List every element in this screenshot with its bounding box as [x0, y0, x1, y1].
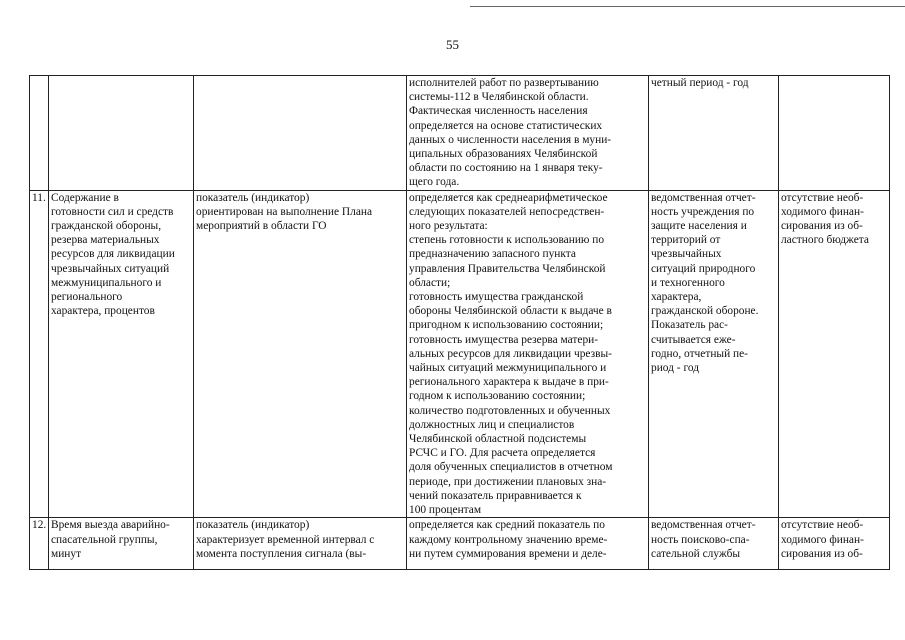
risk-cell — [779, 518, 890, 570]
calculation-method-text: определяется как средний показатель по каждому контрольному значению време- ни путем суммирования времени и деле- — [409, 519, 608, 560]
indicator-table — [29, 75, 890, 570]
indicator-type-cell — [194, 76, 407, 191]
table-row — [30, 518, 890, 570]
data-source-text: ведомственная отчет- ность учреждения по защите населения и территорий от чрезвычайных ситуаций природного и техногенного характера, гражданской обороне. Показатель рас- считывается еже- годно, отчетный пе- риод - год — [651, 191, 759, 375]
data-source-cell — [649, 76, 779, 191]
calculation-method-cell — [407, 518, 649, 570]
row-number: 12. — [30, 518, 49, 570]
indicator-type-text: показатель (индикатор) характеризует временной интервал с момента поступления сигнала (вы- — [196, 519, 375, 560]
risk-text: отсутствие необ- ходимого финан- сирования из об- ластного бюджета — [781, 191, 869, 247]
data-source-cell — [649, 190, 779, 518]
page-number: 55 — [446, 37, 459, 52]
indicator-type-cell — [194, 190, 407, 518]
calculation-method-cell — [407, 190, 649, 518]
risk-cell — [779, 76, 890, 191]
table-row — [30, 190, 890, 518]
indicator-type-cell — [194, 518, 407, 570]
risk-text: отсутствие необ- ходимого финан- сирования из об- — [781, 519, 864, 560]
indicator-name-cell — [49, 76, 194, 191]
table-row — [30, 76, 890, 191]
data-source-cell — [649, 518, 779, 570]
header-rule — [470, 6, 905, 7]
indicator-type-text: показатель (индикатор) ориентирован на выполнение Плана мероприятий в области ГО — [196, 191, 373, 233]
indicator-name-cell — [49, 190, 194, 518]
calculation-method-cell — [407, 76, 649, 191]
row-number — [30, 76, 49, 191]
calculation-method-text: определяется как среднеарифметическое следующих показателей непосредствен- ного результата: степень готовности к использованию по предназначению запасного пункта управления Правительства Челябинской области; готовность имущества гражданской обороны Челябинской области к выдаче в пригодном к использованию состоянии; готовность имущества резерва матери- альных ресурсов для ликвидации чрезвы- чайных ситуаций межмуниципального и регионального характера к выдаче в при- годном к использованию состоянии; количество подготовленных и обученных должностных лиц и специалистов Челябинской областной подсистемы РСЧС и ГО. Для расчета определяется доля обученных специалистов в отчетном периоде, при достижении плановых зна- чений показатель приравнивается к 100 процентам — [409, 191, 613, 517]
indicator-name-text: Содержание в готовности сил и средств гражданской обороны, резерва материальных ресурсов для ликвидации чрезвычайных ситуаций межмуниципального и регионального характера, процентов — [51, 191, 175, 318]
indicator-name-cell — [49, 518, 194, 570]
data-source-text: ведомственная отчет- ность поисково-спа- сательной службы — [651, 519, 756, 560]
risk-cell — [779, 190, 890, 518]
row-number: 11. — [30, 190, 49, 518]
calculation-method-text: исполнителей работ по развертыванию системы-112 в Челябинской области. Фактическая численность населения определяется на основе статистических данных о численности населения в муни- ципальных образованиях Челябинской области по состоянию на 1 января теку- щего года. — [409, 77, 612, 189]
data-source-text: четный период - год — [651, 77, 749, 89]
indicator-name-text: Время выезда аварийно- спасательной группы, минут — [51, 519, 170, 560]
